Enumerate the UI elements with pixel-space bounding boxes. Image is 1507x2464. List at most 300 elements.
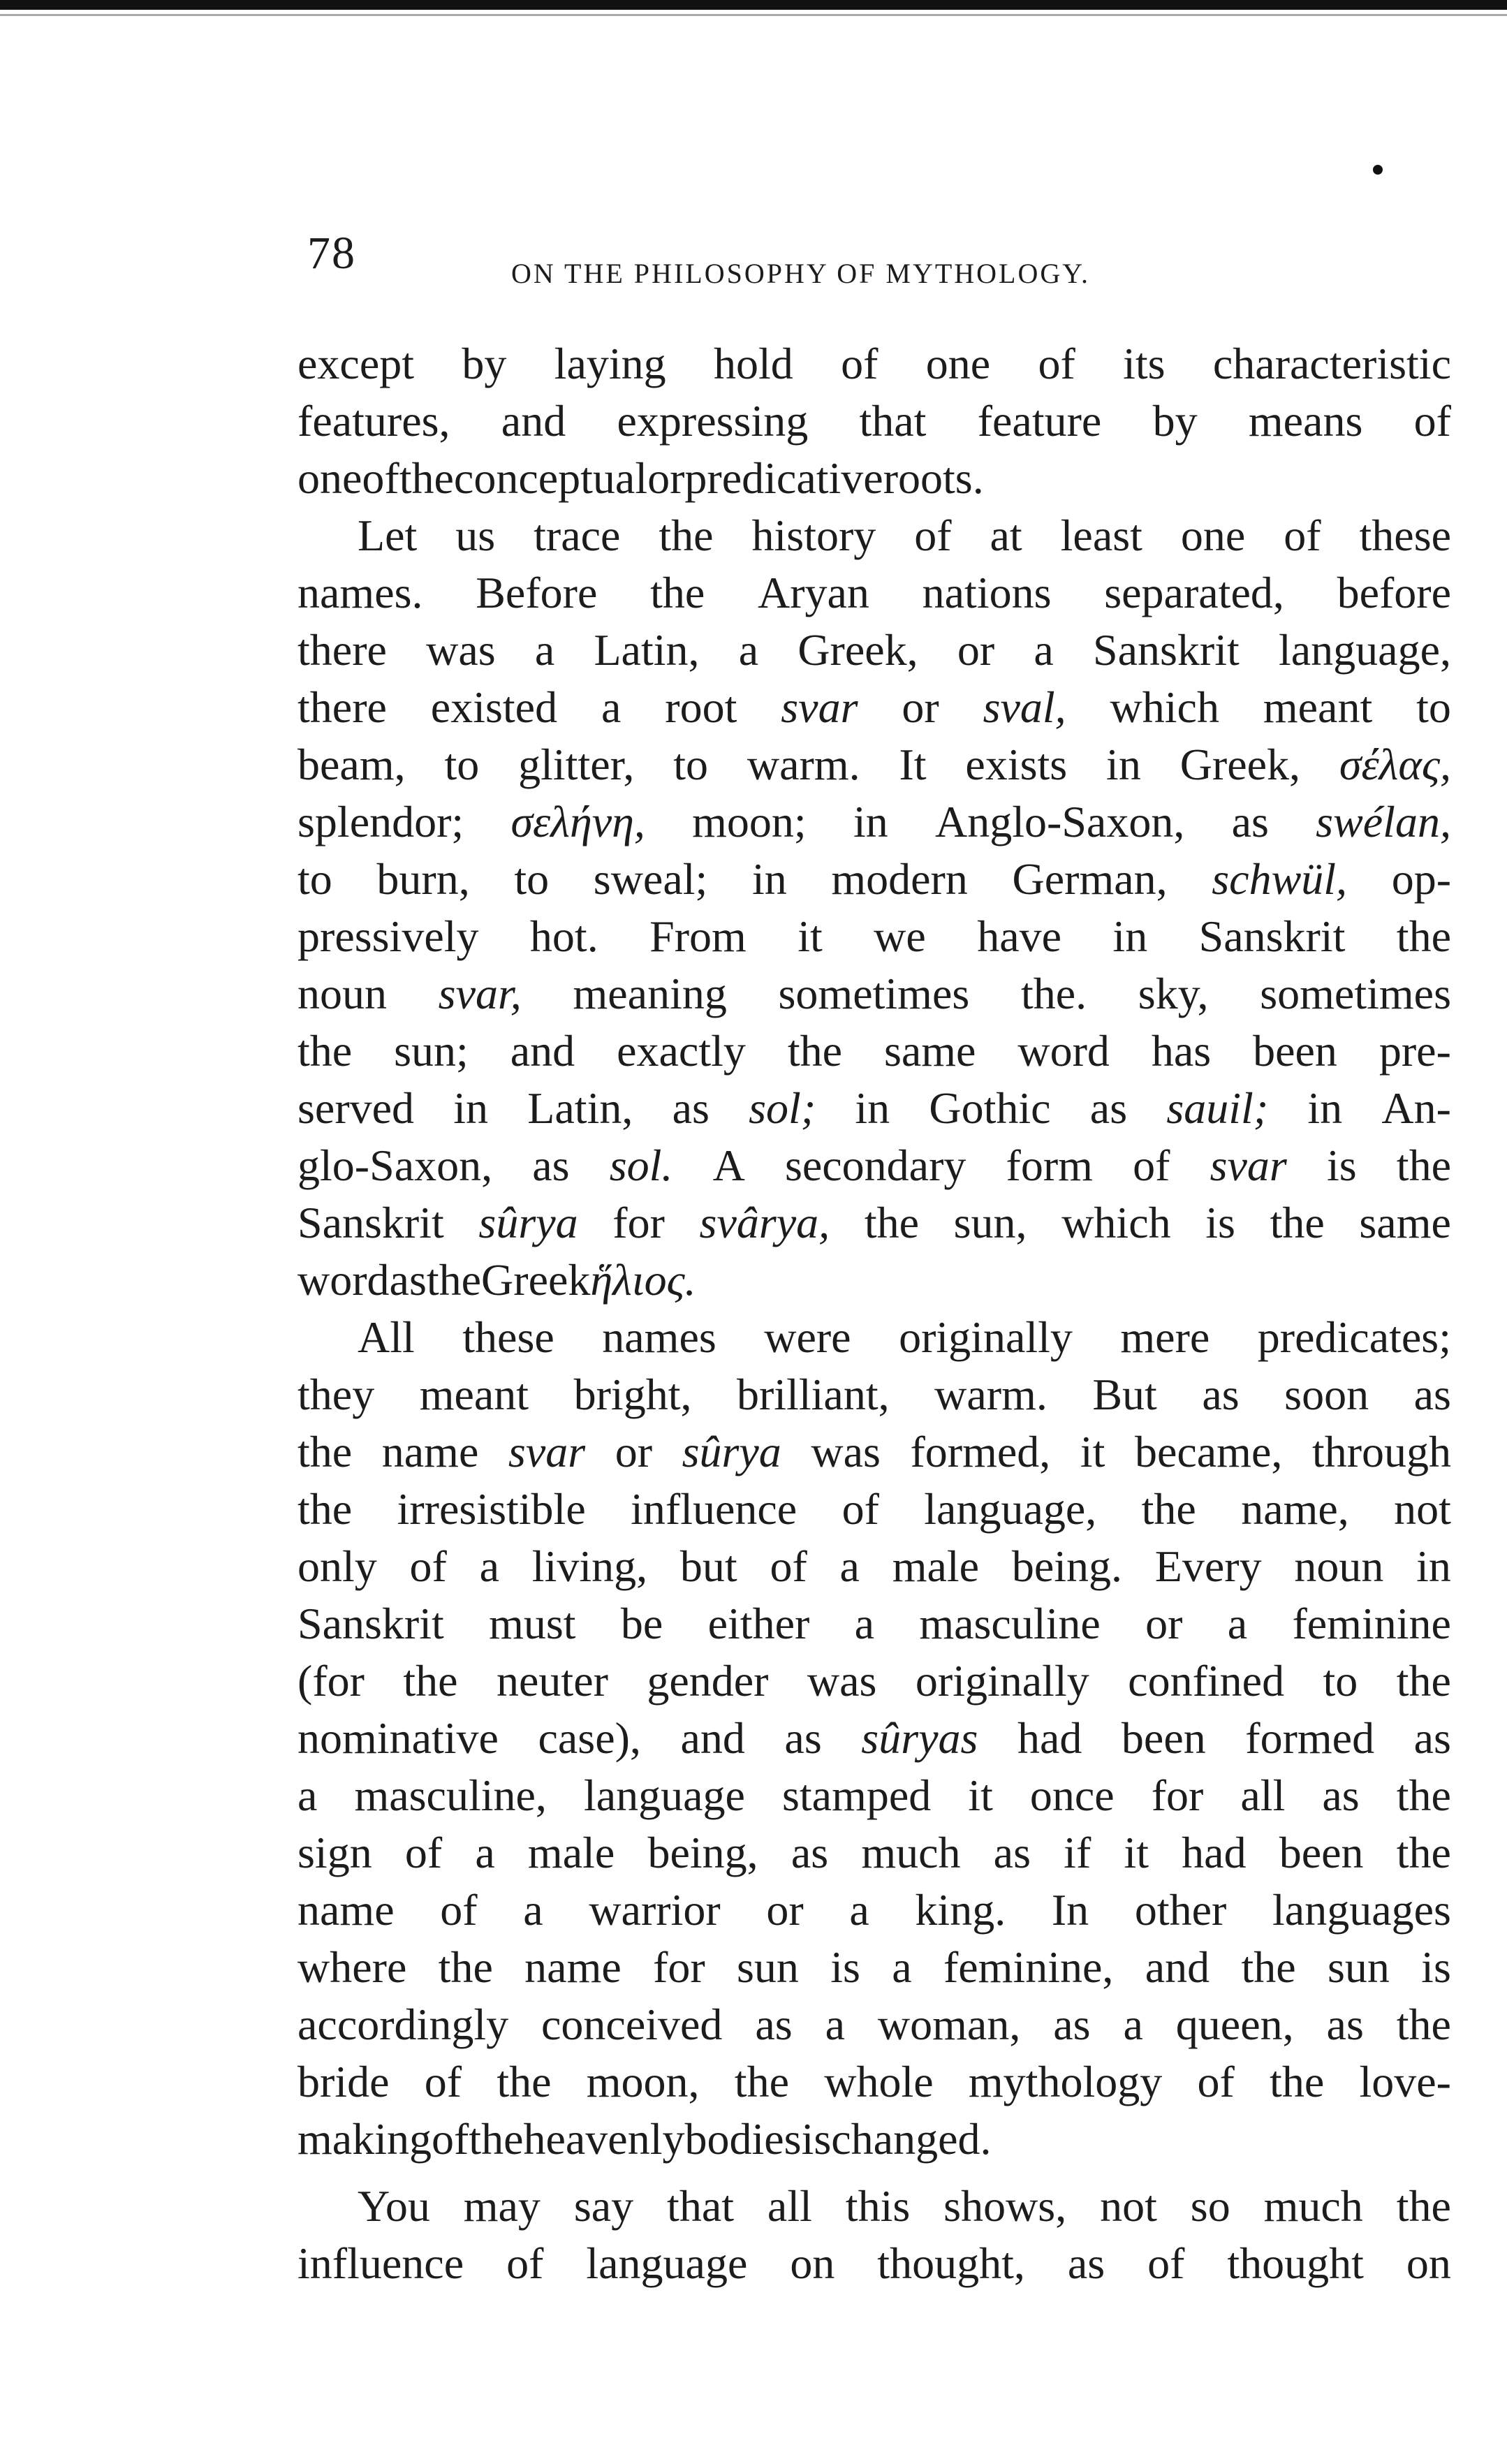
word: meaning <box>573 969 727 1018</box>
word: Greek, <box>1179 740 1301 789</box>
word: shows, <box>943 2181 1067 2231</box>
word: a <box>738 625 759 675</box>
text-line <box>297 1194 1451 1252</box>
text-line <box>297 1022 1451 1080</box>
word: From <box>649 911 747 961</box>
word: may <box>463 2181 541 2231</box>
word: name <box>381 1427 479 1476</box>
word: and <box>510 1026 575 1076</box>
word: But <box>1092 1370 1157 1419</box>
word: to <box>1416 682 1451 732</box>
word: living, <box>531 1541 648 1591</box>
word: bride <box>297 2057 390 2106</box>
word: as <box>791 1828 829 1877</box>
word: served <box>297 1083 415 1133</box>
word: Sanskrit <box>297 1198 444 1247</box>
italic-word: schwül, <box>1212 854 1348 904</box>
word: the <box>1241 1942 1296 1992</box>
word: thought, <box>877 2238 1025 2288</box>
word: laying <box>554 339 666 388</box>
word: feminine <box>1292 1599 1451 1648</box>
word: in <box>453 1083 489 1133</box>
text-line <box>297 1939 1451 1996</box>
word: brilliant, <box>736 1370 890 1419</box>
word: formed, <box>910 1427 1051 1476</box>
word: moon, <box>586 2057 700 2106</box>
word: was <box>807 1656 877 1706</box>
word: being, <box>647 1828 758 1877</box>
text-line <box>297 1538 1451 1595</box>
word: that <box>859 396 927 446</box>
word: love- <box>1359 2057 1451 2106</box>
word: a <box>534 625 555 675</box>
word: same <box>1359 1198 1451 1247</box>
word: sun; <box>394 1026 469 1076</box>
word: only <box>297 1541 377 1591</box>
word: nations <box>922 568 1052 617</box>
word: is <box>1326 1141 1357 1190</box>
word: other <box>1134 1885 1227 1935</box>
text-line <box>297 1882 1451 1939</box>
word: predicative <box>684 453 883 503</box>
word: this <box>845 2181 911 2231</box>
text-line <box>297 1423 1451 1481</box>
running-head: ON THE PHILOSOPHY OF MYTHOLOGY. <box>511 258 1090 289</box>
body-text <box>297 335 1451 2292</box>
word: whole <box>824 2057 934 2106</box>
word: originally <box>915 1656 1089 1706</box>
word: Let <box>358 511 418 560</box>
word: were <box>764 1312 851 1362</box>
word: much <box>861 1828 961 1877</box>
word: gender <box>647 1656 769 1706</box>
word: we <box>874 911 926 961</box>
word: the <box>1396 1828 1451 1877</box>
word: warm. <box>747 740 860 789</box>
word: name, <box>1241 1484 1349 1534</box>
word: language, <box>924 1484 1097 1534</box>
word: sweal; <box>593 854 708 904</box>
word: stamped <box>781 1770 932 1820</box>
word: and <box>1145 1942 1210 1992</box>
word: names. <box>297 568 423 617</box>
word: Gothic <box>929 1083 1051 1133</box>
word: one <box>297 453 362 503</box>
word: word <box>1017 1026 1110 1076</box>
word: a <box>297 1770 318 1820</box>
word: pressively <box>297 911 479 961</box>
text-line <box>297 851 1451 908</box>
word: a <box>479 1541 500 1591</box>
word: history <box>751 511 876 560</box>
word: the <box>403 1656 458 1706</box>
word: irresistible <box>397 1484 586 1534</box>
word: as <box>672 1083 710 1133</box>
word: the <box>297 1026 353 1076</box>
word: as <box>1202 1370 1240 1419</box>
word: not <box>1394 1484 1451 1534</box>
word: nominative <box>297 1713 499 1763</box>
text-line <box>297 2111 1451 2168</box>
italic-word: swélan, <box>1316 797 1451 846</box>
word: glo-Saxon, <box>297 1141 493 1190</box>
italic-word: svar, <box>438 969 522 1018</box>
italic-word: sûrya <box>478 1198 578 1247</box>
word: sometimes <box>778 969 970 1018</box>
word: Sanskrit <box>1093 625 1240 675</box>
text-line <box>297 1080 1451 1137</box>
word: accordingly <box>297 2000 509 2049</box>
word: had <box>1182 1828 1247 1877</box>
word: or <box>615 1427 652 1476</box>
word: influence <box>297 2238 464 2288</box>
word: sign <box>297 1828 372 1877</box>
word: the <box>1396 2181 1451 2231</box>
word: as <box>755 2000 793 2049</box>
word: these <box>462 1312 554 1362</box>
word: formed <box>1245 1713 1375 1763</box>
italic-word: σέλας, <box>1339 740 1451 789</box>
word: languages <box>1272 1885 1451 1935</box>
word: of <box>1038 339 1075 388</box>
word: the <box>438 1942 493 1992</box>
word: Sanskrit <box>297 1599 444 1648</box>
word: means <box>1248 396 1363 446</box>
word: of <box>431 2114 469 2164</box>
word: in <box>1416 1541 1451 1591</box>
word: the <box>399 453 454 503</box>
word: sun, <box>953 1198 1027 1247</box>
text-line <box>297 679 1451 736</box>
word: warrior <box>589 1885 721 1935</box>
text-line <box>297 1366 1451 1423</box>
word: as <box>784 1713 822 1763</box>
word: German, <box>1012 854 1168 904</box>
text-line <box>297 507 1451 564</box>
word: Greek, <box>797 625 918 675</box>
word: in <box>751 854 787 904</box>
word: male <box>527 1828 615 1877</box>
word: must <box>489 1599 576 1648</box>
word: the <box>1270 2057 1325 2106</box>
text-line <box>297 793 1451 851</box>
word: being. <box>1011 1541 1123 1591</box>
word: a <box>892 1942 912 1992</box>
text-line <box>297 564 1451 622</box>
text-line <box>297 1652 1451 1710</box>
word: be <box>620 1599 663 1648</box>
word: the <box>1270 1198 1325 1247</box>
word: or <box>1145 1599 1183 1648</box>
text-line <box>297 2053 1451 2111</box>
word: to <box>297 854 332 904</box>
word: the <box>787 1026 842 1076</box>
word: or <box>902 682 939 732</box>
word: predicates; <box>1257 1312 1451 1362</box>
word: to <box>514 854 550 904</box>
word: in <box>1106 740 1141 789</box>
word: so <box>1190 2181 1230 2231</box>
word: conceived <box>541 2000 723 2049</box>
word: is <box>830 1942 860 1992</box>
word: the <box>650 568 705 617</box>
word: and <box>501 396 566 446</box>
word: if <box>1064 1828 1091 1877</box>
word: language <box>586 2238 748 2288</box>
word: there <box>297 682 387 732</box>
word: confined <box>1128 1656 1285 1706</box>
text-line <box>297 1824 1451 1882</box>
word: queen, <box>1175 2000 1294 2049</box>
text-line <box>297 1710 1451 1767</box>
word: where <box>297 1942 407 1992</box>
word: is <box>1421 1942 1451 1992</box>
page-number: 78 <box>307 228 356 279</box>
word: masculine, <box>354 1770 547 1820</box>
word: Sanskrit <box>1198 911 1346 961</box>
word: pre- <box>1379 1026 1451 1076</box>
word: of <box>841 339 879 388</box>
word: been <box>1253 1026 1337 1076</box>
word: exactly <box>617 1026 746 1076</box>
word: soon <box>1284 1370 1369 1419</box>
word: of <box>1133 1141 1170 1190</box>
word: a <box>475 1828 495 1877</box>
word: hot. <box>529 911 598 961</box>
word: a <box>1227 1599 1248 1648</box>
text-line <box>297 736 1451 793</box>
word: meant <box>419 1370 529 1419</box>
word: of <box>1197 2057 1235 2106</box>
word: bodies <box>684 2114 802 2164</box>
word: Every <box>1154 1541 1262 1591</box>
italic-word: svârya, <box>699 1198 830 1247</box>
word: of <box>362 453 399 503</box>
word: trace <box>534 511 621 560</box>
word: features, <box>297 396 450 446</box>
word: the <box>1396 2000 1451 2049</box>
word: secondary <box>784 1141 966 1190</box>
text-line <box>297 1137 1451 1194</box>
word: been <box>1279 1828 1364 1877</box>
word: of <box>1284 511 1321 560</box>
word: it <box>797 911 823 961</box>
word: modern <box>831 854 968 904</box>
word: which <box>1110 682 1219 732</box>
word: for <box>612 1198 665 1247</box>
word: originally <box>899 1312 1073 1362</box>
word: for <box>1151 1770 1204 1820</box>
word: its <box>1123 339 1166 388</box>
word: that <box>667 2181 734 2231</box>
word: word <box>297 1255 390 1305</box>
word: the <box>864 1198 919 1247</box>
word: much <box>1263 2181 1363 2231</box>
italic-word: sol. <box>609 1141 673 1190</box>
word: been <box>1121 1713 1206 1763</box>
text-line <box>297 1595 1451 1652</box>
word: a <box>1123 2000 1143 2049</box>
word: mythology <box>968 2057 1163 2106</box>
text-line <box>297 450 1451 507</box>
word: moon; <box>692 797 807 846</box>
word: of <box>404 1828 443 1877</box>
word: on <box>1406 2238 1451 2288</box>
word: a <box>849 1885 869 1935</box>
word: to <box>444 740 480 789</box>
text-line <box>297 908 1451 965</box>
word: one <box>1180 511 1246 560</box>
italic-word: sval, <box>983 682 1066 732</box>
word: changed. <box>831 2114 992 2164</box>
word: there <box>297 625 387 675</box>
word: these <box>1359 511 1451 560</box>
word: In <box>1051 1885 1089 1935</box>
word: Greek <box>481 1255 591 1305</box>
word: heavenly <box>523 2114 685 2164</box>
top-border-rule <box>0 0 1507 10</box>
word: they <box>297 1370 375 1419</box>
word: a <box>523 1885 543 1935</box>
word: the <box>1141 1484 1196 1534</box>
word: the. <box>1020 969 1087 1018</box>
word: once <box>1029 1770 1115 1820</box>
word: as <box>993 1828 1031 1877</box>
word: influence <box>631 1484 797 1534</box>
text-line <box>297 2235 1451 2292</box>
word: the <box>1396 1141 1451 1190</box>
word: not <box>1100 2181 1157 2231</box>
word: of <box>440 1885 478 1935</box>
word: sun <box>737 1942 799 1992</box>
text-line <box>297 1309 1451 1366</box>
word: all <box>1240 1770 1286 1820</box>
text-line <box>297 965 1451 1022</box>
word: It <box>899 740 927 789</box>
word: burn, <box>376 854 470 904</box>
text-line <box>297 1252 1451 1309</box>
word: on <box>790 2238 835 2288</box>
text-line <box>297 1481 1451 1538</box>
word: bright, <box>573 1370 692 1419</box>
word: Anglo-Saxon, <box>935 797 1185 846</box>
word: male <box>892 1541 980 1591</box>
word: sun <box>1327 1942 1390 1992</box>
word: us <box>455 511 496 560</box>
word: by <box>462 339 507 388</box>
word: Before <box>476 568 598 617</box>
word: names <box>602 1312 716 1362</box>
word: woman, <box>877 2000 1021 2049</box>
word: as <box>1067 2238 1105 2288</box>
word: the <box>469 2114 524 2164</box>
italic-word: sauil; <box>1166 1083 1269 1133</box>
word: roots. <box>883 453 984 503</box>
word: hold <box>713 339 793 388</box>
word: as <box>1326 2000 1364 2049</box>
word: noun <box>297 969 387 1018</box>
word: or <box>957 625 995 675</box>
italic-word: ἥλιος. <box>590 1255 696 1305</box>
word: the <box>1396 911 1451 961</box>
word: have <box>977 911 1061 961</box>
italic-word: sol; <box>749 1083 816 1133</box>
italic-word: svar <box>508 1427 586 1476</box>
word: as <box>1089 1083 1128 1133</box>
word: noun <box>1294 1541 1384 1591</box>
word: as <box>1413 1370 1451 1419</box>
word: as <box>1413 1713 1451 1763</box>
word: either <box>707 1599 810 1648</box>
word: feminine, <box>943 1942 1114 1992</box>
word: or <box>766 1885 804 1935</box>
word: exists <box>965 740 1068 789</box>
word: say <box>573 2181 634 2231</box>
word: the <box>426 1255 482 1305</box>
word: as <box>1231 797 1269 846</box>
word: language <box>583 1770 745 1820</box>
word: to <box>673 740 709 789</box>
word: expressing <box>617 396 809 446</box>
word: conceptual <box>453 453 648 503</box>
word: it <box>968 1770 993 1820</box>
word: had <box>1017 1713 1082 1763</box>
text-line <box>297 1767 1451 1824</box>
word: of <box>506 2238 544 2288</box>
word: making <box>297 2114 432 2164</box>
word: An- <box>1381 1083 1451 1133</box>
word: for <box>653 1942 705 1992</box>
word: All <box>358 1312 415 1362</box>
word: language, <box>1278 625 1451 675</box>
word: a <box>825 2000 845 2049</box>
word: warm. <box>934 1370 1047 1419</box>
word: a <box>1034 625 1054 675</box>
word: masculine <box>919 1599 1101 1648</box>
top-border-shadow <box>0 14 1507 16</box>
word: a <box>601 682 622 732</box>
word: the <box>1396 1656 1451 1706</box>
word: (for <box>297 1656 365 1706</box>
text-line <box>297 1996 1451 2053</box>
word: of <box>1147 2238 1185 2288</box>
word: as <box>1322 1770 1360 1820</box>
italic-word: σελήνη, <box>510 797 645 846</box>
word: was <box>811 1427 881 1476</box>
word: or <box>647 453 685 503</box>
word: existed <box>430 682 558 732</box>
word: Aryan <box>757 568 869 617</box>
word: name <box>524 1942 622 1992</box>
text-line <box>297 335 1451 393</box>
text-line <box>297 2178 1451 2235</box>
word: was <box>426 625 496 675</box>
word: A <box>712 1141 745 1190</box>
word: one <box>925 339 991 388</box>
word: separated, <box>1104 568 1284 617</box>
word: before <box>1337 568 1451 617</box>
word: the <box>297 1484 353 1534</box>
word: the <box>1396 1770 1451 1820</box>
word: of <box>841 1484 879 1534</box>
word: in <box>853 797 888 846</box>
word: root <box>665 682 737 732</box>
word: characteristic <box>1212 339 1451 388</box>
word: of <box>424 2057 462 2106</box>
word: of <box>914 511 952 560</box>
word: in <box>1112 911 1148 961</box>
word: which <box>1061 1198 1171 1247</box>
